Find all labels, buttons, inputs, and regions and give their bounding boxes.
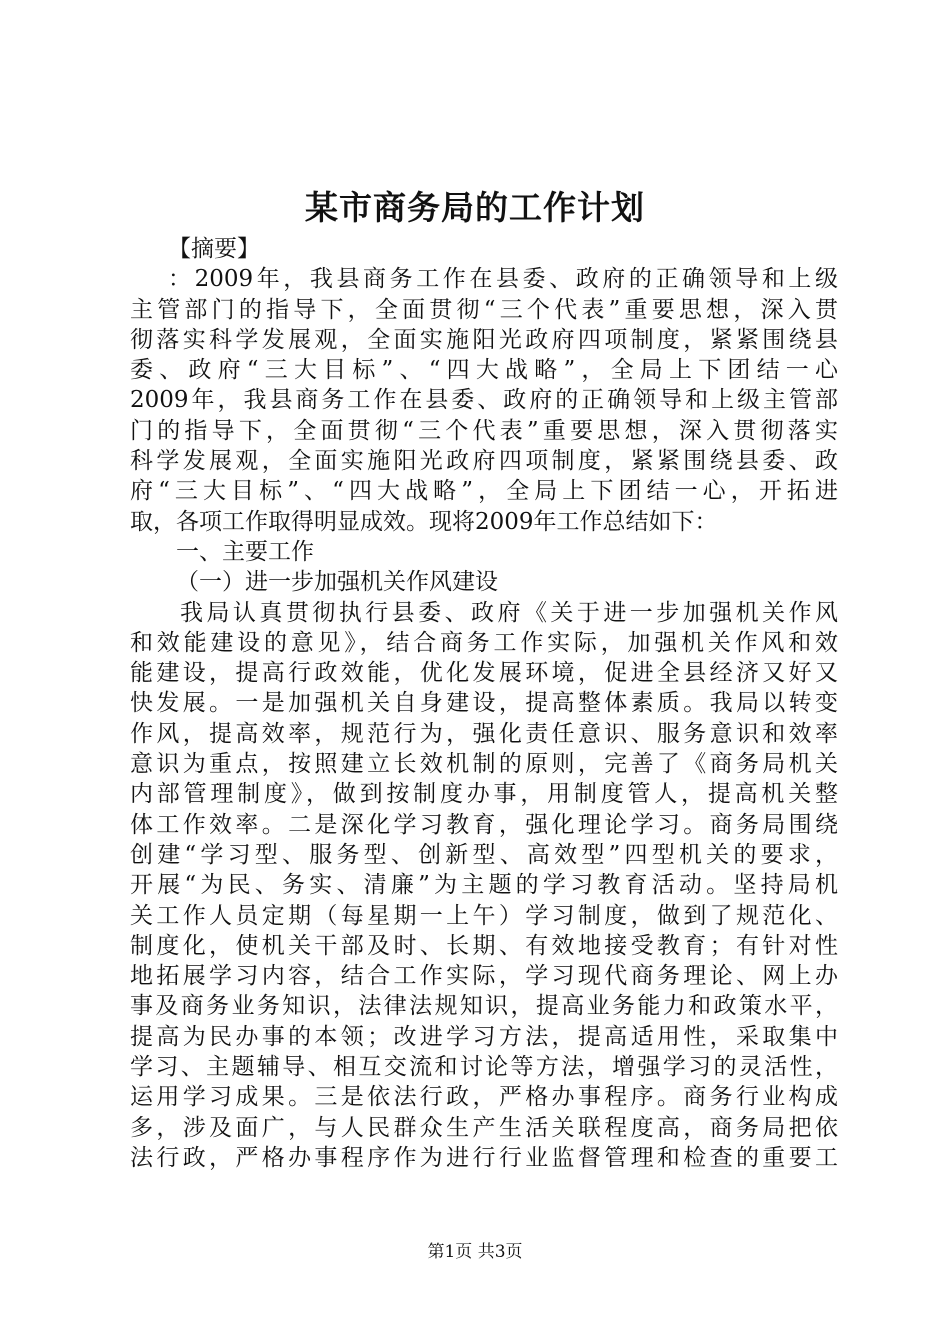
paragraph-line: 取，各项工作取得明显成效。现将2009年工作总结如下： [130, 508, 718, 535]
paragraph-line: 彻落实科学发展观，全面实施阳光政府四项制度，紧紧围绕县 [130, 326, 838, 353]
page-footer: 第1页 共3页 [427, 1242, 523, 1262]
paragraph-line: 地拓展学习内容，结合工作实际，学习现代商务理论、网上办 [130, 963, 838, 990]
paragraph-line: 作风，提高效率，规范行为，强化责任意识、服务意识和效率 [130, 720, 838, 747]
paragraph-line: 和效能建设的意见》，结合商务工作实际，加强机关作风和效 [130, 629, 838, 656]
paragraph-line: 多，涉及面广，与人民群众生产生活关联程度高，商务局把依 [130, 1114, 838, 1141]
paragraph-line: 能建设，提高行政效能，优化发展环境，促进全县经济又好又 [130, 660, 838, 687]
paragraph-line: 我局认真贯彻执行县委、政府《关于进一步加强机关作风 [180, 599, 838, 626]
paragraph-line: ：2009年，我县商务工作在县委、政府的正确领导和上级 [168, 266, 838, 293]
paragraph-line: 府“三大目标”、“四大战略”，全局上下团结一心，开拓进 [130, 478, 838, 505]
paragraph-line: 快发展。一是加强机关自身建设，提高整体素质。我局以转变 [130, 690, 838, 717]
paragraph-line: 委、政府“三大目标”、“四大战略”，全局上下团结一心 [130, 357, 838, 384]
paragraph-line: 2009年，我县商务工作在县委、政府的正确领导和上级主管部 [130, 387, 838, 414]
subsection-heading: （一）进一步加强机关作风建设 [176, 569, 498, 596]
paragraph-line: 学习、主题辅导、相互交流和讨论等方法，增强学习的灵活性， [130, 1054, 838, 1081]
abstract-label: 【摘要】 [168, 236, 260, 262]
paragraph-line: 意识为重点，按照建立长效机制的原则，完善了《商务局机关 [130, 751, 838, 778]
paragraph-line: 开展“为民、务实、清廉”为主题的学习教育活动。坚持局机 [130, 872, 838, 899]
paragraph-line: 制度化，使机关干部及时、长期、有效地接受教育；有针对性 [130, 932, 838, 959]
document-title: 某市商务局的工作计划 [305, 188, 645, 227]
paragraph-line: 门的指导下，全面贯彻“三个代表”重要思想，深入贯彻落实 [130, 417, 838, 444]
paragraph-line: 法行政，严格办事程序作为进行行业监督管理和检查的重要工 [130, 1144, 838, 1171]
document-body [130, 234, 838, 1173]
paragraph-line: 内部管理制度》，做到按制度办事，用制度管人，提高机关整 [130, 781, 838, 808]
paragraph-line: 主管部门的指导下，全面贯彻“三个代表”重要思想，深入贯 [130, 296, 838, 323]
paragraph-line: 科学发展观，全面实施阳光政府四项制度，紧紧围绕县委、政 [130, 448, 838, 475]
paragraph-line: 运用学习成果。三是依法行政，严格办事程序。商务行业构成 [130, 1084, 838, 1111]
paragraph-line: 提高为民办事的本领；改进学习方法，提高适用性，采取集中 [130, 1023, 838, 1050]
paragraph-line: 事及商务业务知识，法律法规知识，提高业务能力和政策水平， [130, 993, 838, 1020]
paragraph-line: 关工作人员定期（每星期一上午）学习制度，做到了规范化、 [130, 902, 838, 929]
section-heading: 一、主要工作 [176, 538, 314, 565]
paragraph-line: 体工作效率。二是深化学习教育，强化理论学习。商务局围绕 [130, 811, 838, 838]
paragraph-line: 创建“学习型、服务型、创新型、高效型”四型机关的要求， [130, 841, 838, 868]
